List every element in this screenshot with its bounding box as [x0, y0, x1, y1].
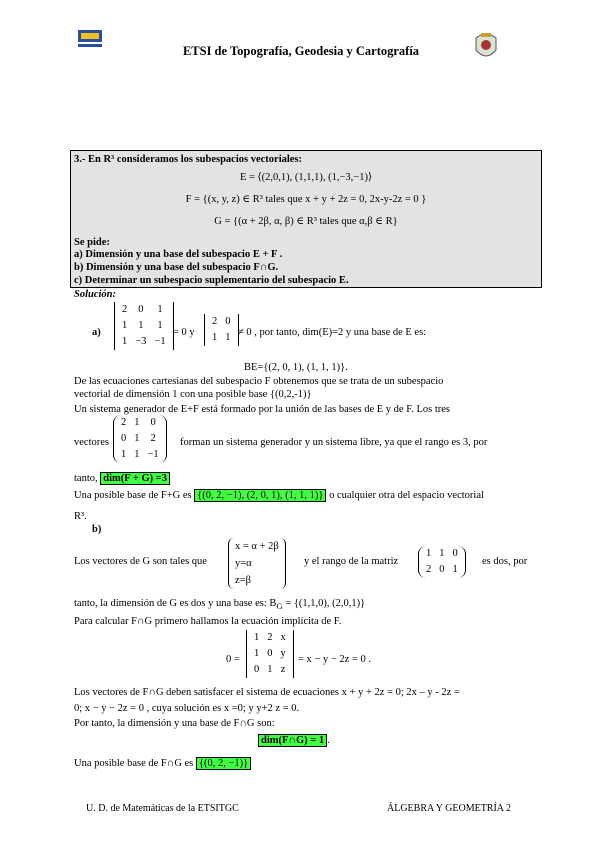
det2-text: ≠ 0 , por tanto, dim(E)=2 y una base de E es:	[238, 327, 427, 338]
mat2-cell: 1	[439, 548, 445, 559]
system-g-equation: y=α	[235, 558, 252, 569]
dim-fg-line: dim(F∩G) = 1 .	[258, 735, 330, 746]
det1-cell: 0	[138, 304, 144, 315]
matrix-g	[418, 546, 466, 578]
det1-cell: 2	[122, 304, 128, 315]
mat2-cell: 0	[439, 564, 445, 575]
det3-cell: x	[280, 632, 286, 643]
dim-ef-highlight: dim(F + G) =3	[100, 472, 170, 485]
question-a: a) Dimensión y una base del subespacio E + F .	[74, 249, 283, 260]
det2-cell: 0	[225, 316, 231, 327]
basis-ef-line	[74, 490, 484, 501]
paragraph-f1: De las ecuaciones cartesianas del subespacio F obtenemos que se trata de un subespacio	[74, 376, 444, 387]
implicit-f-text: Para calcular F∩G primero hallamos la ecuación implícita de F.	[74, 616, 342, 627]
determinant-e2	[204, 314, 239, 346]
subspace-g: G = {(α + 2β, α, β) ∈ R³ tales que α,β ∈ R}	[214, 216, 398, 227]
tanto-label: tanto,	[74, 473, 98, 484]
subspace-f: F = {(x, y, z) ∈ R³ tales que x + y + 2z = 0, 2x-y-2z = 0 }	[185, 194, 427, 205]
g-rank-text: y el rango de la matriz	[304, 556, 399, 567]
basis-ef-post: o cualquier otra del espacio vectorial	[329, 490, 484, 501]
system-g	[228, 538, 286, 589]
det3-cell: 0	[267, 648, 273, 659]
det3-cell: 1	[254, 632, 260, 643]
det1-cell: 1	[138, 320, 144, 331]
part-b-label: b)	[92, 524, 102, 535]
problem-statement-box	[70, 150, 542, 288]
det1-equals: = 0 y	[173, 327, 195, 338]
part-a-label: a)	[92, 327, 101, 338]
mat1-cell: 1	[121, 449, 127, 460]
matrix-generators	[113, 415, 167, 463]
determinant-f	[246, 630, 294, 678]
paragraph-f2: vectorial de dimensión 1 con una posible base {(0,2,-1)}	[74, 389, 312, 400]
determinant-e	[114, 302, 174, 350]
page-header-title: ETSI de Topografía, Geodesia y Cartografía	[182, 44, 420, 58]
det3-cell: 2	[267, 632, 273, 643]
mat1-cell: 1	[134, 433, 140, 444]
paragraph-rank: forman un sistema generador y un sistema libre, ya que el rango es 3, por	[180, 437, 488, 448]
paragraph-system2: 0; x − y − 2z = 0 , cuya solución es x =0; y y+2 z = 0.	[74, 703, 300, 714]
det3-cell: 0	[254, 664, 260, 675]
det1-cell: 1	[122, 320, 128, 331]
mat1-cell: 1	[134, 417, 140, 428]
dim-fg-highlight: dim(F∩G) = 1	[258, 734, 327, 747]
se-pide: Se pide:	[74, 237, 110, 248]
paragraph-fg: Por tanto, la dimensión y una base de F∩G son:	[74, 718, 275, 729]
footer-right: ÁLGEBRA Y GEOMETRÍA 2	[387, 803, 511, 814]
det3-pre: 0 =	[226, 654, 240, 665]
mat2-cell: 2	[426, 564, 432, 575]
det2-cell: 1	[225, 332, 231, 343]
basis-g-value: = {(1,1,0), (2,0,1)}	[282, 598, 366, 609]
system-g-equation: z=β	[235, 575, 251, 586]
g-rank-post: es dos, por	[482, 556, 528, 567]
det1-cell: −3	[135, 336, 147, 347]
det1-cell: 1	[122, 336, 128, 347]
r3-label: R³.	[74, 511, 87, 522]
mat1-cell: 0	[150, 417, 156, 428]
paragraph-ef: Un sistema generador de E+F está formado por la unión de las bases de E y de F. Los tres	[74, 404, 450, 415]
g-vectors-pre: Los vectores de G son tales que	[74, 556, 207, 567]
det2-cell: 2	[212, 316, 218, 327]
mat1-cell: 2	[121, 417, 127, 428]
det1-cell: −1	[154, 336, 166, 347]
det3-cell: 1	[267, 664, 273, 675]
paragraph-system1: Los vectores de F∩G deben satisfacer el sistema de ecuaciones x + y + 2z = 0; 2x – y - 2z =	[74, 687, 460, 698]
mat1-cell: 0	[121, 433, 127, 444]
det3-cell: z	[280, 664, 286, 675]
solution-label: Solución:	[74, 289, 117, 300]
question-b: b) Dimensión y una base del subespacio F∩G.	[74, 262, 279, 273]
problem-intro: 3.- En R³ consideramos los subespacios vectoriales:	[74, 154, 303, 165]
det3-cell: 1	[254, 648, 260, 659]
basis-g-line	[74, 598, 365, 611]
basis-e: BE={(2, 0, 1), (1, 1, 1)}.	[244, 362, 348, 373]
mat2-cell: 1	[426, 548, 432, 559]
basis-g-pre: tanto, la dimensión de G es dos y una base es: B	[74, 598, 277, 609]
basis-fg-pre: Una posible base de F∩G es	[74, 758, 194, 769]
basis-g-sub: G	[276, 601, 283, 612]
mat2-cell: 1	[452, 564, 458, 575]
det1-cell: 1	[157, 320, 163, 331]
mat2-cell: 0	[452, 548, 458, 559]
basis-fg-line	[74, 758, 251, 769]
subspace-e: E = ⟨(2,0,1), (1,1,1), (1,−3,−1)⟩	[239, 172, 373, 183]
dim-ef-line	[74, 473, 170, 484]
det1-cell: 1	[157, 304, 163, 315]
mat1-cell: 2	[150, 433, 156, 444]
det2-cell: 1	[212, 332, 218, 343]
vectores-label: vectores	[74, 437, 109, 448]
system-g-equation: x = α + 2β	[235, 541, 279, 552]
det3-cell: y	[280, 648, 286, 659]
basis-ef-pre: Una posible base de F+G es	[74, 490, 192, 501]
det3-post: = x − y − 2z = 0 .	[298, 654, 371, 665]
mat1-cell: −1	[147, 449, 159, 460]
footer-left: U. D. de Matemáticas de la ETSITGC	[86, 803, 239, 814]
basis-ef-highlight: {(0, 2, −1), (2, 0, 1), (1, 1, 1)}	[194, 489, 326, 502]
basis-fg-highlight: {(0, 2, −1)}	[196, 757, 251, 770]
question-c: c) Determinar un subespacio suplementario del subespacio E.	[74, 275, 349, 286]
mat1-cell: 1	[134, 449, 140, 460]
